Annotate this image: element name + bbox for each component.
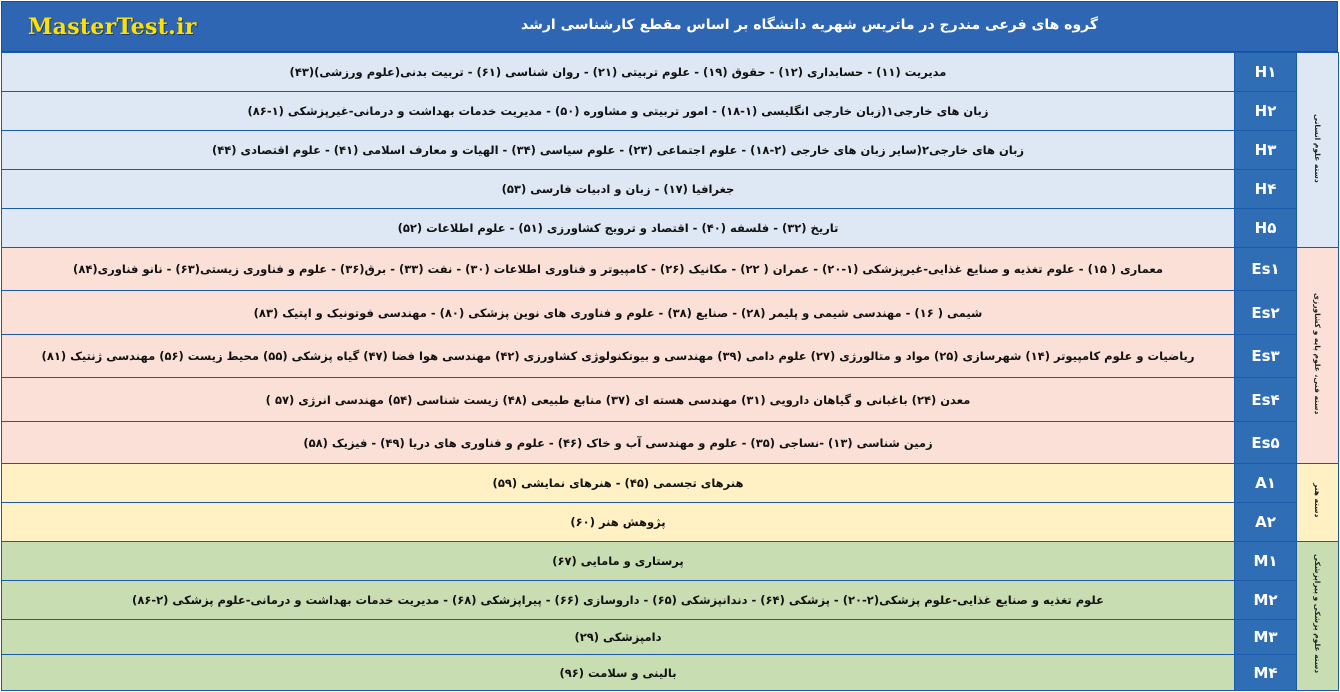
row-code: M۲ [1235,581,1297,620]
row-code: Es۴ [1235,378,1297,422]
row-code: H۵ [1235,209,1297,248]
row-text: شیمی ( ۱۶) - مهندسی شیمی و پلیمر (۲۸) - صنایع (۳۸) - علوم و فناوری های نوین پزشکی (۸۰) - مهندسی فوتونیک و اپتیک (۸۳) [2,291,1235,335]
row-text: هنرهای تجسمی (۴۵) - هنرهای نمایشی (۵۹) [2,464,1235,503]
row-code: Es۱ [1235,248,1297,291]
table-row [2,581,1339,620]
row-text: مدیریت (۱۱) - حسابداری (۱۲) - حقوق (۱۹) - علوم تربیتی (۲۱) - روان شناسی (۶۱) - تربیت بدنی(علوم ورزشی)(۴۳) [2,53,1235,92]
row-text: علوم تغذیه و صنایع غذایی-علوم پزشکی(۲-۲۰) - پزشکی (۶۴) - دندانپزشکی (۶۵) - داروسازی (۶۶) - پیراپزشکی (۶۸) - مدیریت خدمات بهداشت و درمانی-علوم پزشکی (۲-۸۶) [2,581,1235,620]
table-row [2,378,1339,422]
row-text: معدن (۲۴) باغبانی و گیاهان دارویی (۳۱) مهندسی هسته ای (۳۷) منابع طبیعی (۴۸) زیست شناسی (۵۴) مهندسی انرژی (۵۷ ) [2,378,1235,422]
row-code: M۱ [1235,542,1297,581]
row-code: Es۵ [1235,422,1297,464]
table-row [2,170,1339,209]
table-row [2,655,1339,691]
row-code: A۱ [1235,464,1297,503]
group-label-cell [1297,248,1339,464]
group-label-engineering: دسته فنی، علوم پایه و کشاورزی [1313,292,1322,415]
table-row [2,53,1339,92]
table-row [2,209,1339,248]
group-label-medical: دسته علوم پزشکی و پیراپزشکی [1313,554,1322,674]
table-row [2,335,1339,378]
row-code: M۴ [1235,655,1297,691]
row-code: A۲ [1235,503,1297,542]
row-text: ریاضیات و علوم کامپیوتر (۱۴) شهرسازی (۲۵) مواد و متالورژی (۲۷) علوم دامی (۳۹) مهندسی و بیوتکنولوژی کشاورزی (۴۲) مهندسی هوا فضا (۴۷) گیاه پزشکی (۵۵) محیط زیست (۵۶) مهندسی ژنتیک (۸۱) [2,335,1235,378]
row-text: پرستاری و مامایی (۶۷) [2,542,1235,581]
row-code: H۴ [1235,170,1297,209]
table-row [2,503,1339,542]
row-code: M۳ [1235,620,1297,655]
row-text: پژوهش هنر (۶۰) [2,503,1235,542]
row-code: Es۲ [1235,291,1297,335]
group-label-cell [1297,464,1339,542]
row-text: زبان های خارجی۲(سایر زبان های خارجی (۲-۱۸) - علوم اجتماعی (۲۳) - علوم سیاسی (۳۴) - الهیات و معارف اسلامی (۴۱) - علوم اقتصادی (۴۴) [2,131,1235,170]
row-code: H۱ [1235,53,1297,92]
group-label-art: دسته هنر [1313,483,1322,518]
row-code: H۲ [1235,92,1297,131]
group-label-humanities: دسته علوم انسانی [1313,113,1322,183]
table-row [2,131,1339,170]
row-code: H۳ [1235,131,1297,170]
header-bar [1,1,1338,52]
group-label-cell [1297,542,1339,691]
table-row [2,291,1339,335]
row-text: معماری ( ۱۵) - علوم تغذیه و صنایع غذایی-غیرپزشکی (۱-۲۰) - عمران ( ۲۲) - مکانیک (۲۶) - کامپیوتر و فناوری اطلاعات (۳۰) - نفت (۳۳) - برق(۳۶) - علوم و فناوری زیستی(۶۳) - نانو فناوری(۸۴) [2,248,1235,291]
table-row [2,542,1339,581]
row-text: زمین شناسی (۱۳) -نساجی (۳۵) - علوم و مهندسی آب و خاک (۴۶) - علوم و فناوری های دریا (۴۹) - فیزیک (۵۸) [2,422,1235,464]
table-row [2,92,1339,131]
subgroup-table [1,52,1339,691]
row-text: تاریخ (۳۲) - فلسفه (۴۰) - اقتصاد و ترویج کشاورزی (۵۱) - علوم اطلاعات (۵۲) [2,209,1235,248]
row-code: Es۳ [1235,335,1297,378]
row-text: بالینی و سلامت (۹۶) [2,655,1235,691]
group-label-cell [1297,53,1339,248]
page-title: گروه های فرعی مندرج در ماتریس شهریه دانشگاه بر اساس مقطع کارشناسی ارشد [520,17,1098,33]
site-logo[interactable]: MasterTest.ir [28,14,197,40]
row-text: جغرافیا (۱۷) - زبان و ادبیات فارسی (۵۳) [2,170,1235,209]
table-row [2,464,1339,503]
table-row [2,248,1339,291]
row-text: زبان های خارجی۱(زبان خارجی انگلیسی (۱-۱۸) - امور تربیتی و مشاوره (۵۰) - مدیریت خدمات بهداشت و درمانی-غیرپزشکی (۱-۸۶) [2,92,1235,131]
table-row [2,620,1339,655]
row-text: دامپزشکی (۲۹) [2,620,1235,655]
table-row [2,422,1339,464]
